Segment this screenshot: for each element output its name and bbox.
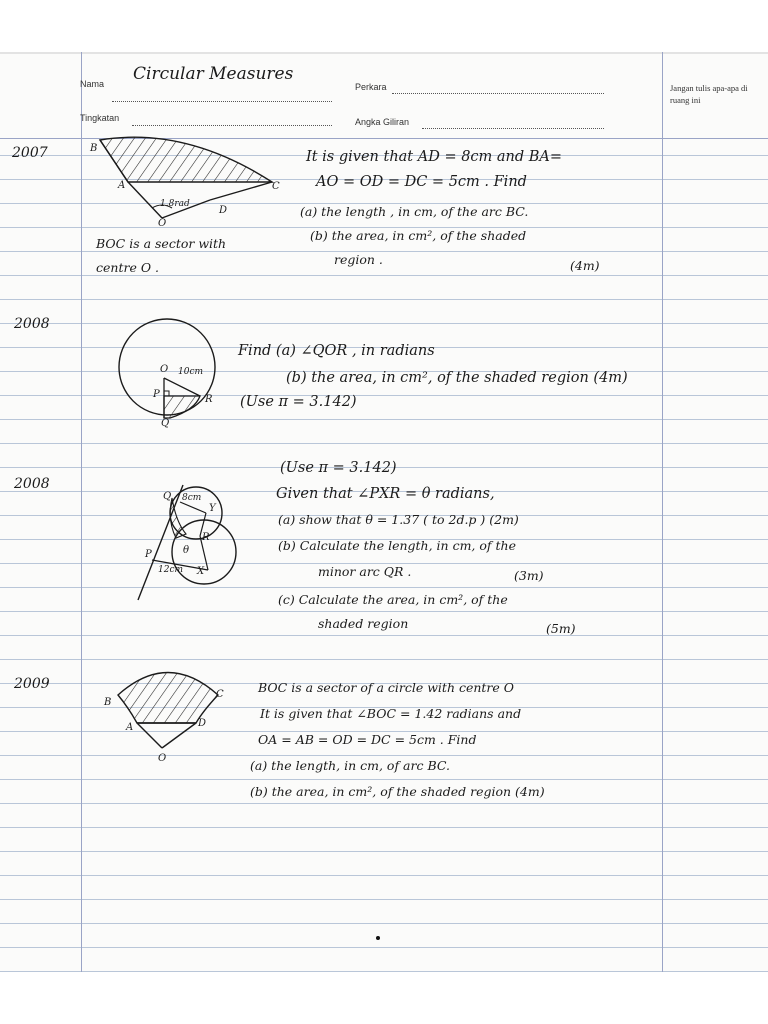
q4-label-c: C — [216, 689, 224, 700]
q2-label-p: P — [153, 389, 160, 400]
q3-line-7: shaded region — [318, 616, 409, 631]
q1-note-line-2: centre O . — [96, 260, 160, 275]
q4-line-3: OA = AB = OD = DC = 5cm . Find — [258, 732, 477, 747]
angka-giliran-label: Angka Giliran — [355, 117, 410, 127]
q4-line-4: (a) the length, in cm, of arc BC. — [250, 758, 450, 773]
q4-line-2: It is given that ∠BOC = 1.42 radians and — [260, 706, 522, 721]
q3-length-2: 12cm — [158, 565, 184, 575]
q1-label-a: A — [118, 180, 126, 191]
perkara-label: Perkara — [355, 82, 387, 92]
q1-label-b: B — [90, 143, 98, 154]
year-label: 2007 — [12, 145, 48, 161]
q3-line-1: (Use π = 3.142) — [280, 460, 397, 476]
q2-line-1: Find (a) ∠QOR , in radians — [238, 343, 435, 359]
q2-label-r: R — [205, 394, 213, 405]
page-dot — [376, 936, 380, 940]
q2-label-o: O — [160, 364, 169, 375]
q1-angle-label: 1.8rad — [160, 199, 190, 209]
q4-line-1: BOC is a sector of a circle with centre O — [258, 680, 515, 695]
q3-line-3: (a) show that θ = 1.37 ( to 2d.p ) (2m) — [278, 512, 519, 527]
q2-line-2: (b) the area, in cm², of the shaded region (4m) — [286, 370, 628, 386]
q3-label-q: Q — [163, 491, 172, 502]
q3-line-6: (c) Calculate the area, in cm², of the — [278, 592, 508, 607]
q1-line-3: (a) the length , in cm, of the arc BC. — [300, 204, 529, 219]
q3-line-2: Given that ∠PXR = θ radians, — [276, 486, 495, 502]
q1-label-c: C — [272, 181, 280, 192]
q2-length-label: 10cm — [178, 367, 204, 377]
q1-label-o: O — [158, 218, 167, 229]
q2-label-q: Q — [161, 418, 170, 429]
q4-label-d: D — [198, 718, 207, 729]
q1-line-5: region . — [334, 252, 383, 267]
q3-length-1: 8cm — [182, 493, 202, 503]
q1-line-1: It is given that AD = 8cm and BA= — [306, 149, 563, 165]
year-label: 2008 — [14, 316, 50, 332]
q4-label-a: A — [126, 722, 134, 733]
q3-label-theta: θ — [183, 545, 190, 556]
q1-line-2: AO = OD = DC = 5cm . Find — [316, 174, 527, 190]
q1-line-4: (b) the area, in cm², of the shaded — [310, 228, 527, 243]
year-label: 2009 — [14, 676, 50, 692]
q3-label-r: R — [202, 532, 210, 543]
q3-line-5: minor arc QR . — [318, 564, 412, 579]
q1-marks: (4m) — [570, 258, 600, 273]
q3-marks-c: (5m) — [546, 621, 576, 636]
q2-line-3: (Use π = 3.142) — [240, 394, 357, 410]
nama-label: Nama — [80, 79, 105, 89]
side-note: Jangan tulis apa-apa di ruang ini — [670, 83, 748, 105]
q4-line-5: (b) the area, in cm², of the shaded region (4m) — [250, 784, 545, 799]
q3-marks-b: (3m) — [514, 568, 544, 583]
q1-note-line-1: BOC is a sector with — [96, 236, 227, 251]
q4-label-o: O — [158, 753, 167, 764]
q3-label-p: P — [145, 549, 152, 560]
tingkatan-label: Tingkatan — [80, 113, 120, 123]
q3-label-x: X — [197, 566, 205, 577]
nama-value: Circular Measures — [133, 64, 294, 84]
q4-shaded-region — [118, 673, 218, 724]
q4-label-b: B — [104, 697, 112, 708]
q1-label-d: D — [219, 205, 228, 216]
q3-label-y: Y — [209, 503, 216, 514]
q3-line-4: (b) Calculate the length, in cm, of the — [278, 538, 516, 553]
year-label: 2008 — [14, 476, 50, 492]
